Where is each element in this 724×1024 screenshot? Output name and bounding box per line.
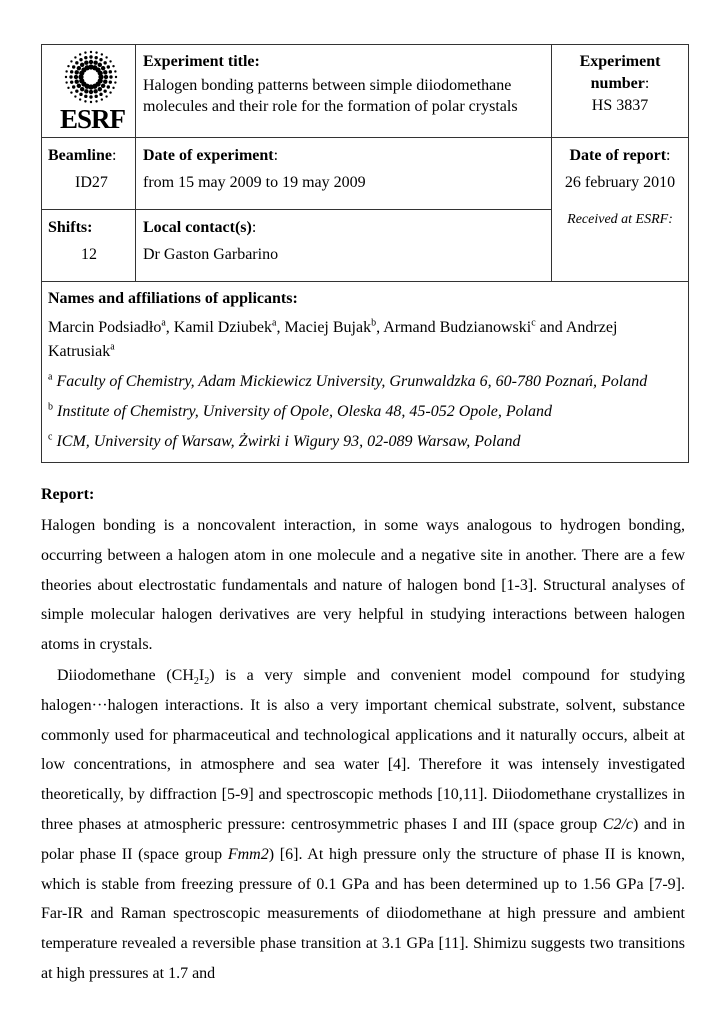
text-run: ) is a very simple and convenient model compound for studying halogen···halogen interactions. It is also a very important chemical substrate, solvent, substance commonly used for pharmaceutical and technological applications and it naturally occurs, albeit at low concentrations, in atmosphere and sea water [4]. Therefore it was intensely investigated theoretically, by diffraction [5-9] and spectroscopic methods [10,11]. Diiodomethane crystallizes in three phases at atmospheric pressure: centrosymmetric phases I and III (space group [41, 666, 685, 833]
logo-dot [103, 89, 106, 92]
logo-dot [75, 89, 78, 92]
local-contact-label: Local contact(s) [143, 219, 252, 236]
logo-dot [80, 63, 84, 67]
logo-dot [99, 58, 102, 61]
affiliation-marker: c [531, 317, 536, 329]
logo-dot [65, 70, 67, 72]
logo-dot [80, 87, 84, 91]
colon: : [644, 75, 650, 92]
logo-dot [114, 70, 116, 72]
logo-dot [107, 65, 110, 68]
experiment-number: HS 3837 [591, 97, 649, 114]
logo-dot [101, 66, 105, 70]
applicant-name: Marcin Podsiadło [48, 319, 162, 336]
logo-dot [65, 81, 67, 83]
logo-dot [99, 93, 102, 96]
colon: : [273, 147, 279, 164]
experiment-number-cell [552, 45, 689, 138]
logo-dot [84, 56, 87, 59]
logo-dot [93, 89, 97, 93]
space-group: Fmm2 [227, 845, 269, 863]
experiment-number-label-2-wrap [552, 73, 688, 95]
logo-dot [75, 70, 79, 74]
separator: , [165, 319, 174, 336]
logo-dot [79, 58, 82, 61]
logo-dot [84, 95, 87, 98]
separator: , [276, 319, 285, 336]
text-run: ) [6]. At high pressure only the structure of phase II is known, which is stable from freezing pressure of 0.1 GPa and has been determined up to 1.56 GPa [7-9]. Far-IR and Raman spectroscopic measurements of diiodomethane at high pressure and ambient temperature revealed a reversible phase transition at 3.1 GPa [11]. Shimizu suggests two transitions at high pressures at 1.7 and [41, 845, 685, 982]
logo-dot [95, 51, 97, 53]
logo-dot [101, 53, 103, 55]
logo-dot [70, 80, 73, 83]
logo-dot [67, 65, 69, 67]
logo-dot [109, 91, 111, 93]
colon: : [666, 147, 671, 164]
experiment-number-label-1: Experiment [579, 53, 661, 70]
esrf-logo [60, 49, 126, 134]
logo-dot [84, 61, 88, 65]
logo-dot [101, 98, 103, 100]
logo-dot [72, 65, 75, 68]
logo-text: ESRF [60, 104, 126, 134]
affiliation-text: ICM, University of Warsaw, Żwirki i Wigury 93, 02-089 Warsaw, Poland [56, 433, 521, 450]
sunburst-icon [60, 49, 122, 107]
applicants-cell [42, 282, 689, 463]
logo-dot [70, 60, 72, 62]
logo-dot [77, 66, 81, 70]
logo-dot [74, 75, 78, 79]
affiliation-c [48, 430, 682, 454]
logo-dot [89, 90, 93, 94]
logo-dot [69, 75, 72, 78]
logo-dot [94, 56, 97, 59]
logo-dot [114, 81, 116, 83]
affiliation-text: Faculty of Chemistry, Adam Mickiewicz University, Grunwaldzka 6, 60-780 Poznań, Poland [56, 373, 648, 390]
experiment-title-line-2: molecules and their role for the formation of polar crystals [143, 98, 518, 115]
logo-dot [95, 100, 97, 102]
logo-dot [98, 87, 102, 91]
experiment-title-line-1: Halogen bonding patterns between simple diiodomethane [143, 77, 512, 94]
experiment-header-table [41, 44, 689, 463]
logo-dot [84, 89, 88, 93]
experiment-number-label-2: number [590, 75, 645, 92]
report-section [41, 483, 685, 989]
date-of-experiment-cell [136, 138, 552, 210]
affiliation-marker: a [271, 317, 277, 329]
affiliation-b [48, 400, 682, 424]
applicant-name: Armand Budzianowski [383, 319, 532, 336]
separator: and [535, 319, 566, 336]
beamline-label: Beamline [48, 147, 112, 164]
logo-dot [104, 75, 108, 79]
logo-dot [89, 95, 92, 98]
affiliation-key: a [48, 371, 53, 383]
logo-dot [101, 84, 105, 88]
shifts-label: Shifts: [48, 219, 93, 236]
local-contact-cell [136, 210, 552, 282]
shifts-cell [42, 210, 136, 282]
subscript: 2 [204, 676, 210, 688]
logo-dot [112, 65, 114, 67]
experiment-title [143, 75, 551, 117]
logo-dot [74, 56, 76, 58]
logo-dot [74, 95, 76, 97]
report-label: Report: [41, 486, 95, 503]
subscript: 2 [193, 676, 199, 688]
logo-dot [90, 51, 92, 53]
logo-dot [103, 61, 106, 64]
space-group: C2/c [602, 815, 633, 833]
logo-dot [70, 91, 72, 93]
local-contact-value: Dr Gaston Garbarino [143, 246, 279, 263]
beamline-value: ID27 [75, 174, 108, 191]
logo-dot [115, 76, 117, 78]
logo-dot [75, 61, 78, 64]
text-run: I [198, 666, 205, 684]
logo-dot [109, 80, 112, 83]
experiment-title-cell [136, 45, 552, 138]
logo-dot [98, 71, 103, 76]
applicant-name: Maciej Bujak [284, 319, 372, 336]
received-at-esrf-label: Received at ESRF: [567, 212, 673, 227]
separator: , [376, 319, 384, 336]
applicant-name: Andrzej Katrusiak [48, 319, 618, 360]
logo-dot [79, 98, 81, 100]
logo-dot [112, 87, 114, 89]
text-run: Diiodomethane (CH [57, 666, 194, 684]
logo-dot [65, 76, 67, 78]
logo-dot [70, 70, 73, 73]
date-of-experiment-label: Date of experiment [143, 147, 274, 164]
shifts-value: 12 [81, 246, 97, 263]
logo-dot [72, 85, 75, 88]
logo-dot [109, 75, 112, 78]
logo-dot [84, 51, 86, 53]
logo-dot [77, 84, 81, 88]
affiliation-marker: b [371, 317, 377, 329]
logo-dot [93, 61, 97, 65]
logo-dot [109, 70, 112, 73]
colon: : [251, 219, 257, 236]
logo-dot [67, 87, 69, 89]
date-of-report-label: Date of report [569, 147, 667, 164]
logo-dot [105, 95, 107, 97]
logo-dot [98, 63, 102, 67]
beamline-cell [42, 138, 136, 210]
text-run: ) and in polar phase II (space group [41, 815, 686, 863]
logo-dot [75, 79, 79, 83]
logo-dot [90, 101, 92, 103]
logo-dot [89, 55, 92, 58]
date-of-report-cell [552, 138, 689, 282]
logo-dot [84, 100, 86, 102]
applicant-name: Kamil Dziubek [173, 319, 272, 336]
colon: : [112, 147, 117, 164]
logo-dot [109, 60, 111, 62]
logo-dot [79, 93, 82, 96]
date-of-report-value: 26 february 2010 [564, 174, 676, 191]
applicants-label: Names and affiliations of applicants: [48, 290, 298, 307]
logo-dot [103, 79, 107, 83]
logo-dot [89, 60, 93, 64]
affiliation-key: b [48, 401, 53, 413]
logo-dot [94, 95, 97, 98]
report-paragraph-1: Halogen bonding is a noncovalent interaction, in some ways analogous to hydrogen bonding, occurring between a halogen atom in one molecule and a negative site in another. There are a few theories about electrostatic fundamentals and nature of halogen bond [1-3]. Structural analyses of simple molecular halogen derivatives are very helpful in studying interactions between halogen atoms in crystals. [41, 517, 685, 654]
affiliation-key: c [48, 431, 53, 443]
affiliation-marker: a [110, 341, 115, 353]
logo-dot [79, 53, 81, 55]
applicants-names [48, 316, 682, 364]
affiliation-a [48, 370, 682, 394]
affiliation-text: Institute of Chemistry, University of Opole, Oleska 48, 45-052 Opole, Poland [57, 403, 553, 420]
affiliation-marker: a [161, 317, 166, 329]
logo-dot [107, 85, 110, 88]
logo-dot [105, 56, 107, 58]
report-paragraph-2 [41, 661, 685, 989]
logo-dot [103, 70, 107, 74]
logo-cell [42, 45, 136, 138]
date-of-experiment-value: from 15 may 2009 to 19 may 2009 [143, 174, 366, 191]
experiment-title-label: Experiment title: [143, 53, 260, 70]
